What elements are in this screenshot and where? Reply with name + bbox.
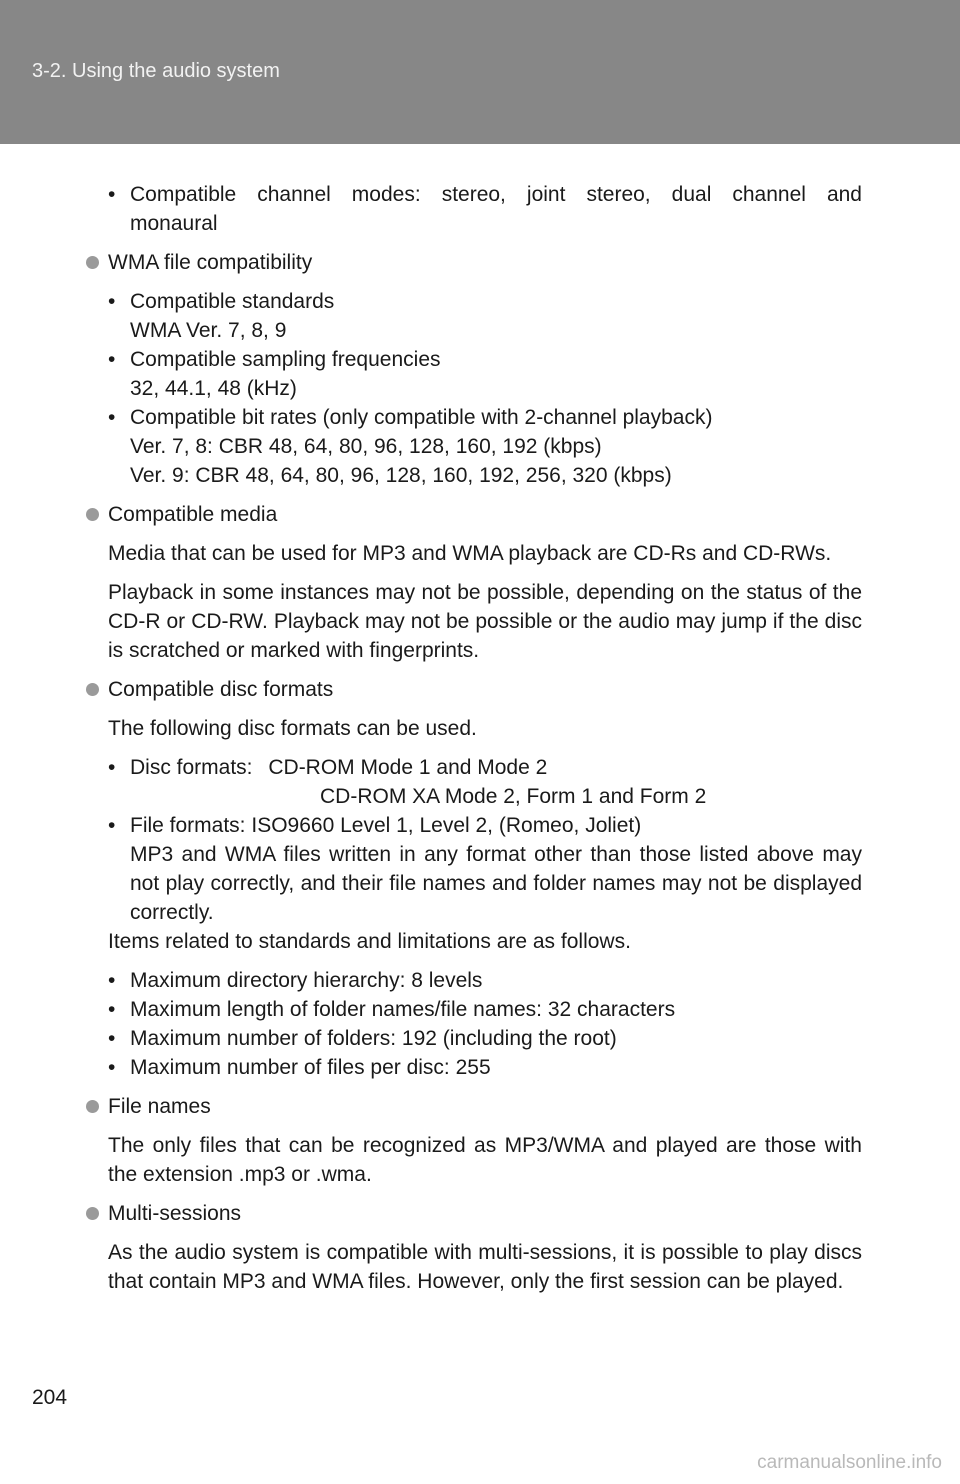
media-section-heading bbox=[84, 500, 862, 529]
bullet: • bbox=[108, 814, 116, 837]
bullet: • bbox=[108, 998, 116, 1021]
wma-heading: WMA file compatibility bbox=[108, 251, 313, 274]
disc-formats-list bbox=[84, 753, 862, 927]
circle-bullet-icon bbox=[86, 508, 99, 521]
channel-modes-bullet bbox=[84, 180, 862, 238]
disc-formats-label: Disc formats: bbox=[130, 756, 253, 779]
list-item-label: Compatible bit rates (only compatible with 2-channel playback) bbox=[130, 406, 713, 429]
bullet: • bbox=[108, 406, 116, 429]
bullet: • bbox=[108, 756, 116, 779]
circle-bullet-icon bbox=[86, 683, 99, 696]
channel-modes-line2: monaural bbox=[130, 212, 218, 235]
multi-sessions-section-heading bbox=[84, 1199, 862, 1228]
page-content bbox=[84, 180, 862, 1296]
list-item bbox=[84, 966, 862, 995]
section-title: 3-2. Using the audio system bbox=[32, 60, 280, 82]
channel-modes-line1: Compatible channel modes: stereo, joint stereo, dual channel and bbox=[130, 183, 862, 206]
file-names-paragraph: The only files that can be recognized as MP3/WMA and played are those with the extension .mp3 or .wma. bbox=[108, 1134, 862, 1186]
list-item bbox=[84, 811, 862, 927]
bullet: • bbox=[108, 969, 116, 992]
bullet: • bbox=[108, 348, 116, 371]
list-item-value: Ver. 9: CBR 48, 64, 80, 96, 128, 160, 192, 256, 320 (kbps) bbox=[130, 464, 672, 487]
limits-list bbox=[84, 966, 862, 1082]
list-item bbox=[84, 287, 862, 345]
bullet: • bbox=[108, 290, 116, 313]
media-paragraph-1: Media that can be used for MP3 and WMA playback are CD-Rs and CD-RWs. bbox=[108, 542, 832, 565]
list-item-value: 32, 44.1, 48 (kHz) bbox=[130, 377, 297, 400]
list-item-label: Compatible standards bbox=[130, 290, 335, 313]
bullet: • bbox=[108, 1056, 116, 1079]
list-item bbox=[84, 995, 862, 1024]
list-item bbox=[84, 753, 862, 811]
media-heading: Compatible media bbox=[108, 503, 278, 526]
list-item-text: Maximum length of folder names/file names: 32 characters bbox=[130, 998, 676, 1021]
list-item bbox=[84, 345, 862, 403]
list-item-value: Ver. 7, 8: CBR 48, 64, 80, 96, 128, 160, 192 (kbps) bbox=[130, 435, 602, 458]
list-item bbox=[84, 403, 862, 490]
disc-formats-intro: The following disc formats can be used. bbox=[108, 717, 477, 740]
file-names-section-heading bbox=[84, 1092, 862, 1121]
disc-formats-heading: Compatible disc formats bbox=[108, 678, 334, 701]
bullet: • bbox=[108, 1027, 116, 1050]
file-formats-note: MP3 and WMA files written in any format other than those listed above may not play correctly, and their file names and folder names may not be displayed correctly. bbox=[130, 843, 862, 924]
circle-bullet-icon bbox=[86, 1100, 99, 1113]
list-item bbox=[84, 1024, 862, 1053]
media-paragraph-2: Playback in some instances may not be possible, depending on the status of the CD-R or CD-RW. Playback may not be possible or the audio may jump if the disc is scratched or marked with fingerprints. bbox=[108, 581, 862, 662]
multi-sessions-paragraph: As the audio system is compatible with multi-sessions, it is possible to play discs that contain MP3 and WMA files. However, only the first session can be played. bbox=[108, 1241, 862, 1293]
list-item-text: Maximum directory hierarchy: 8 levels bbox=[130, 969, 483, 992]
wma-list bbox=[84, 287, 862, 490]
circle-bullet-icon bbox=[86, 256, 99, 269]
disc-format-value: CD-ROM Mode 1 and Mode 2 bbox=[268, 756, 548, 779]
bullet: • bbox=[108, 183, 116, 206]
chapter-header bbox=[0, 0, 960, 144]
list-item bbox=[84, 1053, 862, 1082]
page-number: 204 bbox=[32, 1386, 68, 1409]
wma-section-heading bbox=[84, 248, 862, 277]
list-item-value: WMA Ver. 7, 8, 9 bbox=[130, 319, 287, 342]
disc-format-value: CD-ROM XA Mode 2, Form 1 and Form 2 bbox=[320, 785, 707, 808]
list-item-text: Maximum number of folders: 192 (including the root) bbox=[130, 1027, 617, 1050]
list-item-text: Maximum number of files per disc: 255 bbox=[130, 1056, 491, 1079]
limits-intro: Items related to standards and limitations are as follows. bbox=[108, 930, 631, 953]
multi-sessions-heading: Multi-sessions bbox=[108, 1202, 242, 1225]
file-names-heading: File names bbox=[108, 1095, 211, 1118]
disc-formats-section-heading bbox=[84, 675, 862, 704]
circle-bullet-icon bbox=[86, 1207, 99, 1220]
list-item-label: Compatible sampling frequencies bbox=[130, 348, 441, 371]
watermark: carmanualsonline.info bbox=[757, 1452, 942, 1473]
file-formats-line: File formats: ISO9660 Level 1, Level 2, (Romeo, Joliet) bbox=[130, 814, 642, 837]
